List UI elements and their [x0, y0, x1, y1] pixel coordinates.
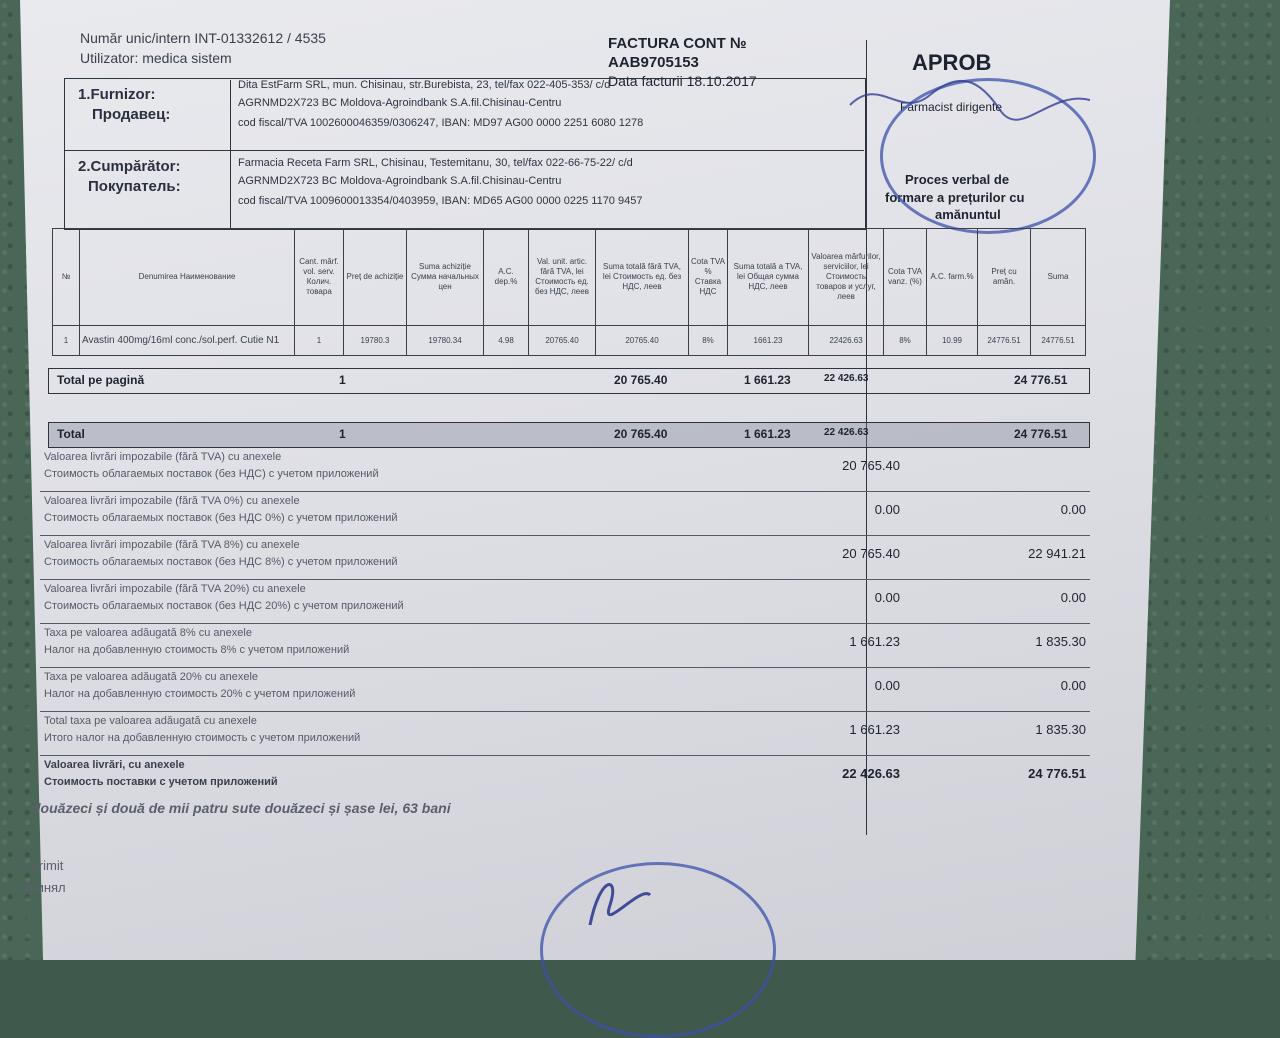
cell-retail-price: 24776.51	[978, 326, 1031, 356]
cell-ac: 4.98	[484, 326, 529, 356]
summary-text-ru: Стоимость облагаемых поставок (без НДС) с учетом приложений	[44, 468, 379, 480]
summary-value-1: 0.00	[874, 678, 900, 693]
items-header-row	[53, 229, 1086, 326]
col-retail-price: Preț cu amăn.	[978, 229, 1031, 326]
unique-number: Număr unic/intern INT-01332612 / 4535	[80, 30, 326, 46]
page-total-vat: 1 661.23	[744, 373, 791, 387]
summary-value-2: 0.00	[1060, 502, 1086, 517]
parties-row-divider	[64, 150, 864, 151]
col-ac: A.C. dep.%	[484, 229, 529, 326]
user-line: Utilizator: medica sistem	[80, 50, 232, 66]
cell-goods-value: 22426.63	[809, 326, 884, 356]
summary-block	[40, 448, 1090, 799]
summary-text-ru: Стоимость облагаемых поставок (без НДС 8%) с учетом приложений	[44, 556, 398, 568]
summary-value-2: 22 941.21	[1028, 546, 1086, 561]
summary-text-ru: Стоимость поставки с учетом приложений	[44, 776, 278, 788]
summary-row	[40, 580, 1090, 624]
grand-total-label: Total	[57, 427, 85, 441]
cell-purchase-sum: 19780.34	[407, 326, 484, 356]
summary-value-2: 1 835.30	[1035, 722, 1086, 737]
supplier-label: 1.Furnizor:	[78, 86, 156, 103]
page-total-label: Total pe pagină	[57, 373, 145, 387]
received-label: A primit	[20, 858, 64, 873]
summary-text-ru: Стоимость облагаемых поставок (без НДС 20%) с учетом приложений	[44, 600, 404, 612]
grand-total-with-vat: 22 426.63	[824, 427, 869, 438]
summary-text-ru: Итого налог на добавленную стоимость с учетом приложений	[44, 732, 361, 744]
summary-value-1: 20 765.40	[842, 546, 900, 561]
grand-total-no-vat: 20 765.40	[614, 427, 668, 441]
col-name: Denumirea Наименование	[80, 229, 295, 326]
col-goods-value: Valoarea mărfurilor, serviciilor, lei Стоимость товаров и услуг, леев	[809, 229, 884, 326]
col-vat-rate: Cota TVA % Ставка НДС	[689, 229, 728, 326]
summary-text-ro: Taxa pe valoarea adăugată 20% cu anexele	[44, 671, 259, 683]
cell-unit-value: 20765.40	[529, 326, 596, 356]
summary-value-1: 22 426.63	[842, 766, 900, 781]
approve-proces-line2: formare a prețurilor cu	[885, 190, 1025, 205]
summary-row	[40, 448, 1090, 492]
col-sum: Suma	[1031, 229, 1086, 326]
table-row	[53, 326, 1086, 356]
page-total-qty: 1	[339, 373, 346, 387]
col-price: Preț de achiziție	[344, 229, 407, 326]
amount-in-words: douăzeci și două de mii patru sute douăzeci și șase lei, 63 bani	[32, 800, 451, 816]
approve-title: APROB	[912, 50, 992, 75]
buyer-line1: Farmacia Receta Farm SRL, Chisinau, Testemitanu, 30, tel/fax 022-66-75-22/ c/d	[238, 157, 633, 169]
summary-value-2: 1 835.30	[1035, 634, 1086, 649]
received-label-ru: Принял	[20, 880, 66, 895]
page-total-row	[48, 368, 1090, 394]
col-total-no-vat: Suma totală fără TVA, lei Стоимость ед. без НДС, леев	[596, 229, 689, 326]
parties-divider	[230, 80, 231, 228]
invoice-date: Data facturii 18.10.2017	[608, 73, 757, 89]
grand-total-vat: 1 661.23	[744, 427, 791, 441]
summary-row	[40, 668, 1090, 712]
summary-value-1: 1 661.23	[849, 722, 900, 737]
summary-row	[40, 492, 1090, 536]
supplier-line2: AGRNMD2X723 BC Moldova-Agroindbank S.A.fil.Chisinau-Centru	[238, 97, 562, 109]
summary-text-ro: Valoarea livrări impozabile (fără TVA) cu anexele	[44, 451, 282, 463]
approve-proces-line3: amănuntul	[935, 207, 1001, 222]
page-total-with-vat: 22 426.63	[824, 373, 869, 384]
items-table	[52, 228, 1086, 356]
col-purchase-sum: Suma achiziție Сумма начальных цен	[407, 229, 484, 326]
buyer-label: 2.Cumpărător:	[78, 158, 181, 175]
summary-value-1: 0.00	[874, 590, 900, 605]
summary-text-ru: Налог на добавленную стоимость 8% с учетом приложений	[44, 644, 350, 656]
col-vat-sum: Suma totală a TVA, lei Общая сумма НДС, леев	[728, 229, 809, 326]
grand-total-row	[48, 422, 1090, 448]
summary-text-ro: Total taxa pe valoarea adăugată cu anexele	[44, 715, 257, 727]
cell-vat-sum: 1661.23	[728, 326, 809, 356]
approve-proces-line1: Proces verbal de	[905, 172, 1010, 187]
buyer-label-ru: Покупатель:	[88, 178, 181, 195]
summary-row-final	[40, 756, 1090, 799]
summary-value-1: 20 765.40	[842, 458, 900, 473]
summary-value-1: 1 661.23	[849, 634, 900, 649]
supplier-line3: cod fiscal/TVA 1002600046359/0306247, IBAN: MD97 AG00 0000 2251 6080 1278	[238, 117, 644, 129]
summary-value-1: 0.00	[874, 502, 900, 517]
supplier-line1: Dita EstFarm SRL, mun. Chisinau, str.Burebista, 23, tel/fax 022-405-353/ c/d	[238, 79, 611, 91]
cell-vat-rate: 8%	[689, 326, 728, 356]
col-qty: Cant. mărf. vol. serv. Колич. товара	[295, 229, 344, 326]
cell-vat-sale: 8%	[884, 326, 927, 356]
invoice-number: AAB9705153	[608, 54, 699, 71]
summary-row	[40, 536, 1090, 580]
summary-value-2: 0.00	[1060, 678, 1086, 693]
col-nr: №	[53, 229, 80, 326]
cell-qty: 1	[295, 326, 344, 356]
summary-value-2: 24 776.51	[1028, 766, 1086, 781]
buyer-line2: AGRNMD2X723 BC Moldova-Agroindbank S.A.fil.Chisinau-Centru	[238, 175, 562, 187]
summary-value-2: 0.00	[1060, 590, 1086, 605]
supplier-label-ru: Продавец:	[92, 106, 171, 123]
cell-ac-pharm: 10.99	[927, 326, 978, 356]
cell-sum: 24776.51	[1031, 326, 1086, 356]
summary-text-ro: Valoarea livrări, cu anexele	[44, 759, 185, 771]
summary-text-ro: Valoarea livrări impozabile (fără TVA 20%) cu anexele	[44, 583, 306, 595]
page-total-no-vat: 20 765.40	[614, 373, 668, 387]
signature-bottom	[580, 865, 660, 945]
page-total-sum: 24 776.51	[1014, 373, 1068, 387]
invoice-title: FACTURA CONT №	[608, 35, 747, 52]
summary-text-ru: Налог на добавленную стоимость 20% с учетом приложений	[44, 688, 356, 700]
cell-name: Avastin 400mg/16ml conc./sol.perf. Cutie N1	[80, 326, 295, 356]
summary-text-ru: Стоимость облагаемых поставок (без НДС 0%) с учетом приложений	[44, 512, 398, 524]
summary-text-ro: Valoarea livrări impozabile (fără TVA 8%) cu anexele	[44, 539, 300, 551]
cell-nr: 1	[53, 326, 80, 356]
col-ac-pharm: A.C. farm.%	[927, 229, 978, 326]
cell-price: 19780.3	[344, 326, 407, 356]
col-vat-sale: Cota TVA vanz. (%)	[884, 229, 927, 326]
approve-role: Farmacist dirigente	[900, 100, 1003, 114]
summary-text-ro: Valoarea livrări impozabile (fără TVA 0%) cu anexele	[44, 495, 300, 507]
grand-total-qty: 1	[339, 427, 346, 441]
summary-row	[40, 624, 1090, 668]
grand-total-sum: 24 776.51	[1014, 427, 1068, 441]
col-unit-value: Val. unit. artic. fără TVA, lei Стоимость ед. без НДС, леев	[529, 229, 596, 326]
signature-top	[840, 70, 1100, 130]
buyer-line3: cod fiscal/TVA 1009600013354/0403959, IBAN: MD65 AG00 0000 0225 1170 9457	[238, 195, 643, 207]
summary-row	[40, 712, 1090, 756]
summary-text-ro: Taxa pe valoarea adăugată 8% cu anexele	[44, 627, 252, 639]
cell-total-no-vat: 20765.40	[596, 326, 689, 356]
